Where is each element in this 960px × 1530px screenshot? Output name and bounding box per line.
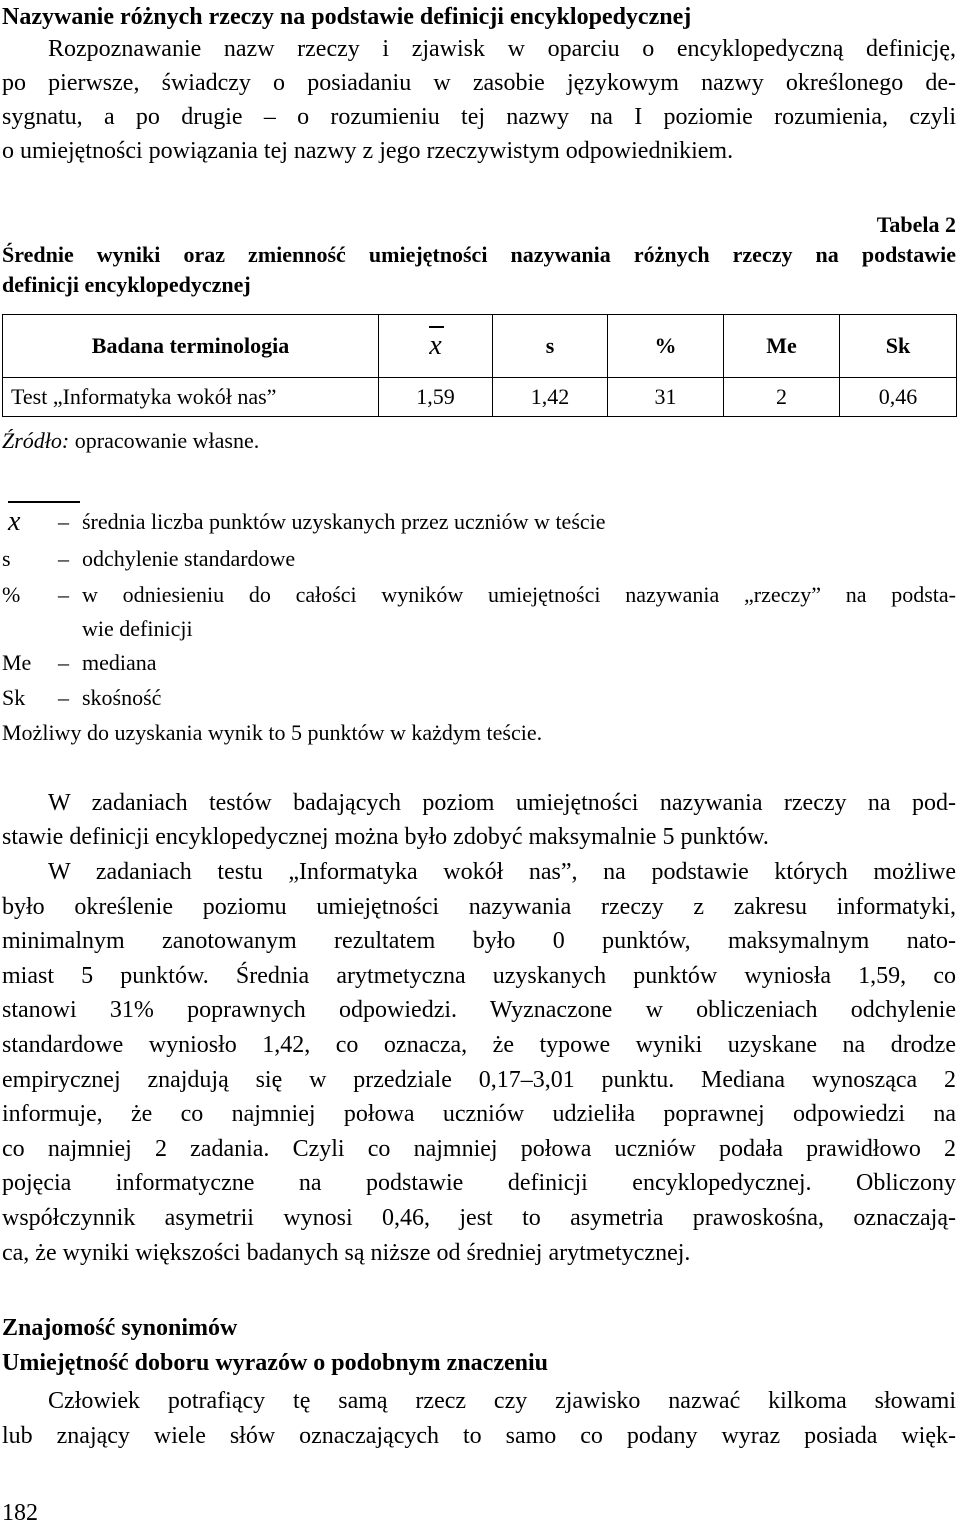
body-line: informuje, że co najmniej połowa uczniów udzieliła poprawnej odpowiedzi na [2, 1101, 956, 1128]
subheading-synonyms: Umiejętność doboru wyrazów o podobnym znaczeniu [2, 1350, 548, 1376]
page-number: 182 [2, 1500, 38, 1526]
legend-description: mediana [82, 650, 157, 675]
results-table [2, 314, 957, 417]
body-line: ca, że wyniki większości badanych są niższe od średniej arytmetycznej. [2, 1239, 691, 1266]
legend-dash: – [58, 546, 69, 571]
body-line: W zadaniach testu „Informatyka wokół nas”, na podstawie których możliwe [48, 859, 956, 885]
body-line: pojęcia informatyczne na podstawie definicji encyklopedycznej. Obliczony [2, 1170, 956, 1197]
table-cell: 31 [608, 378, 724, 417]
table-source [2, 426, 259, 456]
body-line: Człowiek potrafiący tę samą rzecz czy zjawisko nazwać kilkoma słowami [48, 1388, 956, 1414]
body-line: lub znający wiele słów oznaczających to samo co podany wyraz posiada więk- [2, 1423, 956, 1449]
table-header-cell: Sk [840, 315, 957, 378]
legend-description: wie definicji [82, 616, 193, 641]
body-line: co najmniej 2 zadania. Czyli co najmniej połowa uczniów podała prawidłowo 2 [2, 1135, 956, 1162]
intro-line: Rozpoznawanie nazw rzeczy i zjawisk w oparciu o encyklopedyczną definicję, [48, 36, 956, 62]
body-line: stawie definicji encyklopedycznej można było zdobyć maksymalnie 5 punktów. [2, 824, 769, 850]
table-header-row [3, 315, 957, 378]
table-cell: Test „Informatyka wokół nas” [3, 378, 379, 417]
body-line: było określenie poziomu umiejętności nazywania rzeczy z zakresu informatyki, [2, 893, 956, 920]
section-heading: Nazywanie różnych rzeczy na podstawie definicji encyklopedycznej [2, 4, 692, 30]
body-line: stanowi 31% poprawnych odpowiedzi. Wyznaczone w obliczeniach odchylenie [2, 997, 956, 1024]
table-cell: 1,59 [379, 378, 493, 417]
table-caption-line: definicji encyklopedycznej [2, 272, 251, 297]
legend-symbol: Me [2, 650, 32, 675]
table-header-cell: Badana terminologia [3, 315, 379, 378]
legend-dash: – [58, 685, 69, 710]
body-line: standardowe wyniosło 1,42, co oznacza, że typowe wyniki uzyskane na drodze [2, 1032, 956, 1058]
intro-line: sygnatu, a po drugie – o rozumieniu tej nazwy na I poziomie rozumienia, czyli [2, 104, 956, 130]
legend-symbol: s [2, 546, 11, 571]
source-text: opracowanie własne. [69, 428, 260, 453]
table-header-cell: s [493, 315, 608, 378]
legend-description: w odniesieniu do całości wyników umiejętności nazywania „rzeczy” na podsta- [82, 582, 956, 607]
body-line: współczynnik asymetrii wynosi 0,46, jest to asymetria prawoskośna, oznaczają- [2, 1205, 956, 1231]
table-caption-line: Średnie wyniki oraz zmienność umiejętności nazywania różnych rzeczy na podstawie [2, 242, 956, 267]
body-line: minimalnym zanotowanym rezultatem było 0 punktów, maksymalnym nato- [2, 928, 956, 955]
legend-dash: – [58, 650, 69, 675]
intro-line: po pierwsze, świadczy o posiadaniu w zasobie językowym nazwy określonego de- [2, 70, 956, 96]
legend-description: skośność [82, 685, 162, 710]
table-label: Tabela 2 [876, 212, 956, 237]
legend-dash: – [58, 582, 69, 607]
table-header-cell: % [608, 315, 724, 378]
legend-description: odchylenie standardowe [82, 546, 296, 571]
table-cell: 1,42 [493, 378, 608, 417]
table-header-cell: Me [724, 315, 840, 378]
table-cell: 2 [724, 378, 840, 417]
body-line: W zadaniach testów badających poziom umiejętności nazywania rzeczy na pod- [48, 790, 956, 816]
intro-line: o umiejętności powiązania tej nazwy z jego rzeczywistym odpowiednikiem. [2, 138, 734, 164]
source-label: Źródło: [2, 428, 70, 453]
legend-symbol: x [8, 505, 78, 539]
table-row [3, 378, 957, 417]
heading-synonyms: Znajomość synonimów [2, 1315, 238, 1341]
table-cell: 0,46 [840, 378, 957, 417]
x-bar-symbol: x [429, 330, 442, 361]
legend-symbol: Sk [2, 685, 26, 710]
legend-dash: – [58, 509, 69, 534]
body-line: miast 5 punktów. Średnia arytmetyczna uzyskanych punktów wyniosła 1,59, co [2, 962, 956, 989]
table-header-cell [379, 315, 493, 378]
max-score-note: Możliwy do uzyskania wynik to 5 punktów w każdym teście. [2, 720, 543, 745]
legend-symbol: % [2, 582, 21, 607]
body-line: empirycznej znajdują się w przedziale 0,17–3,01 punktu. Mediana wynosząca 2 [2, 1066, 956, 1093]
legend-description: średnia liczba punktów uzyskanych przez uczniów w teście [82, 509, 606, 534]
